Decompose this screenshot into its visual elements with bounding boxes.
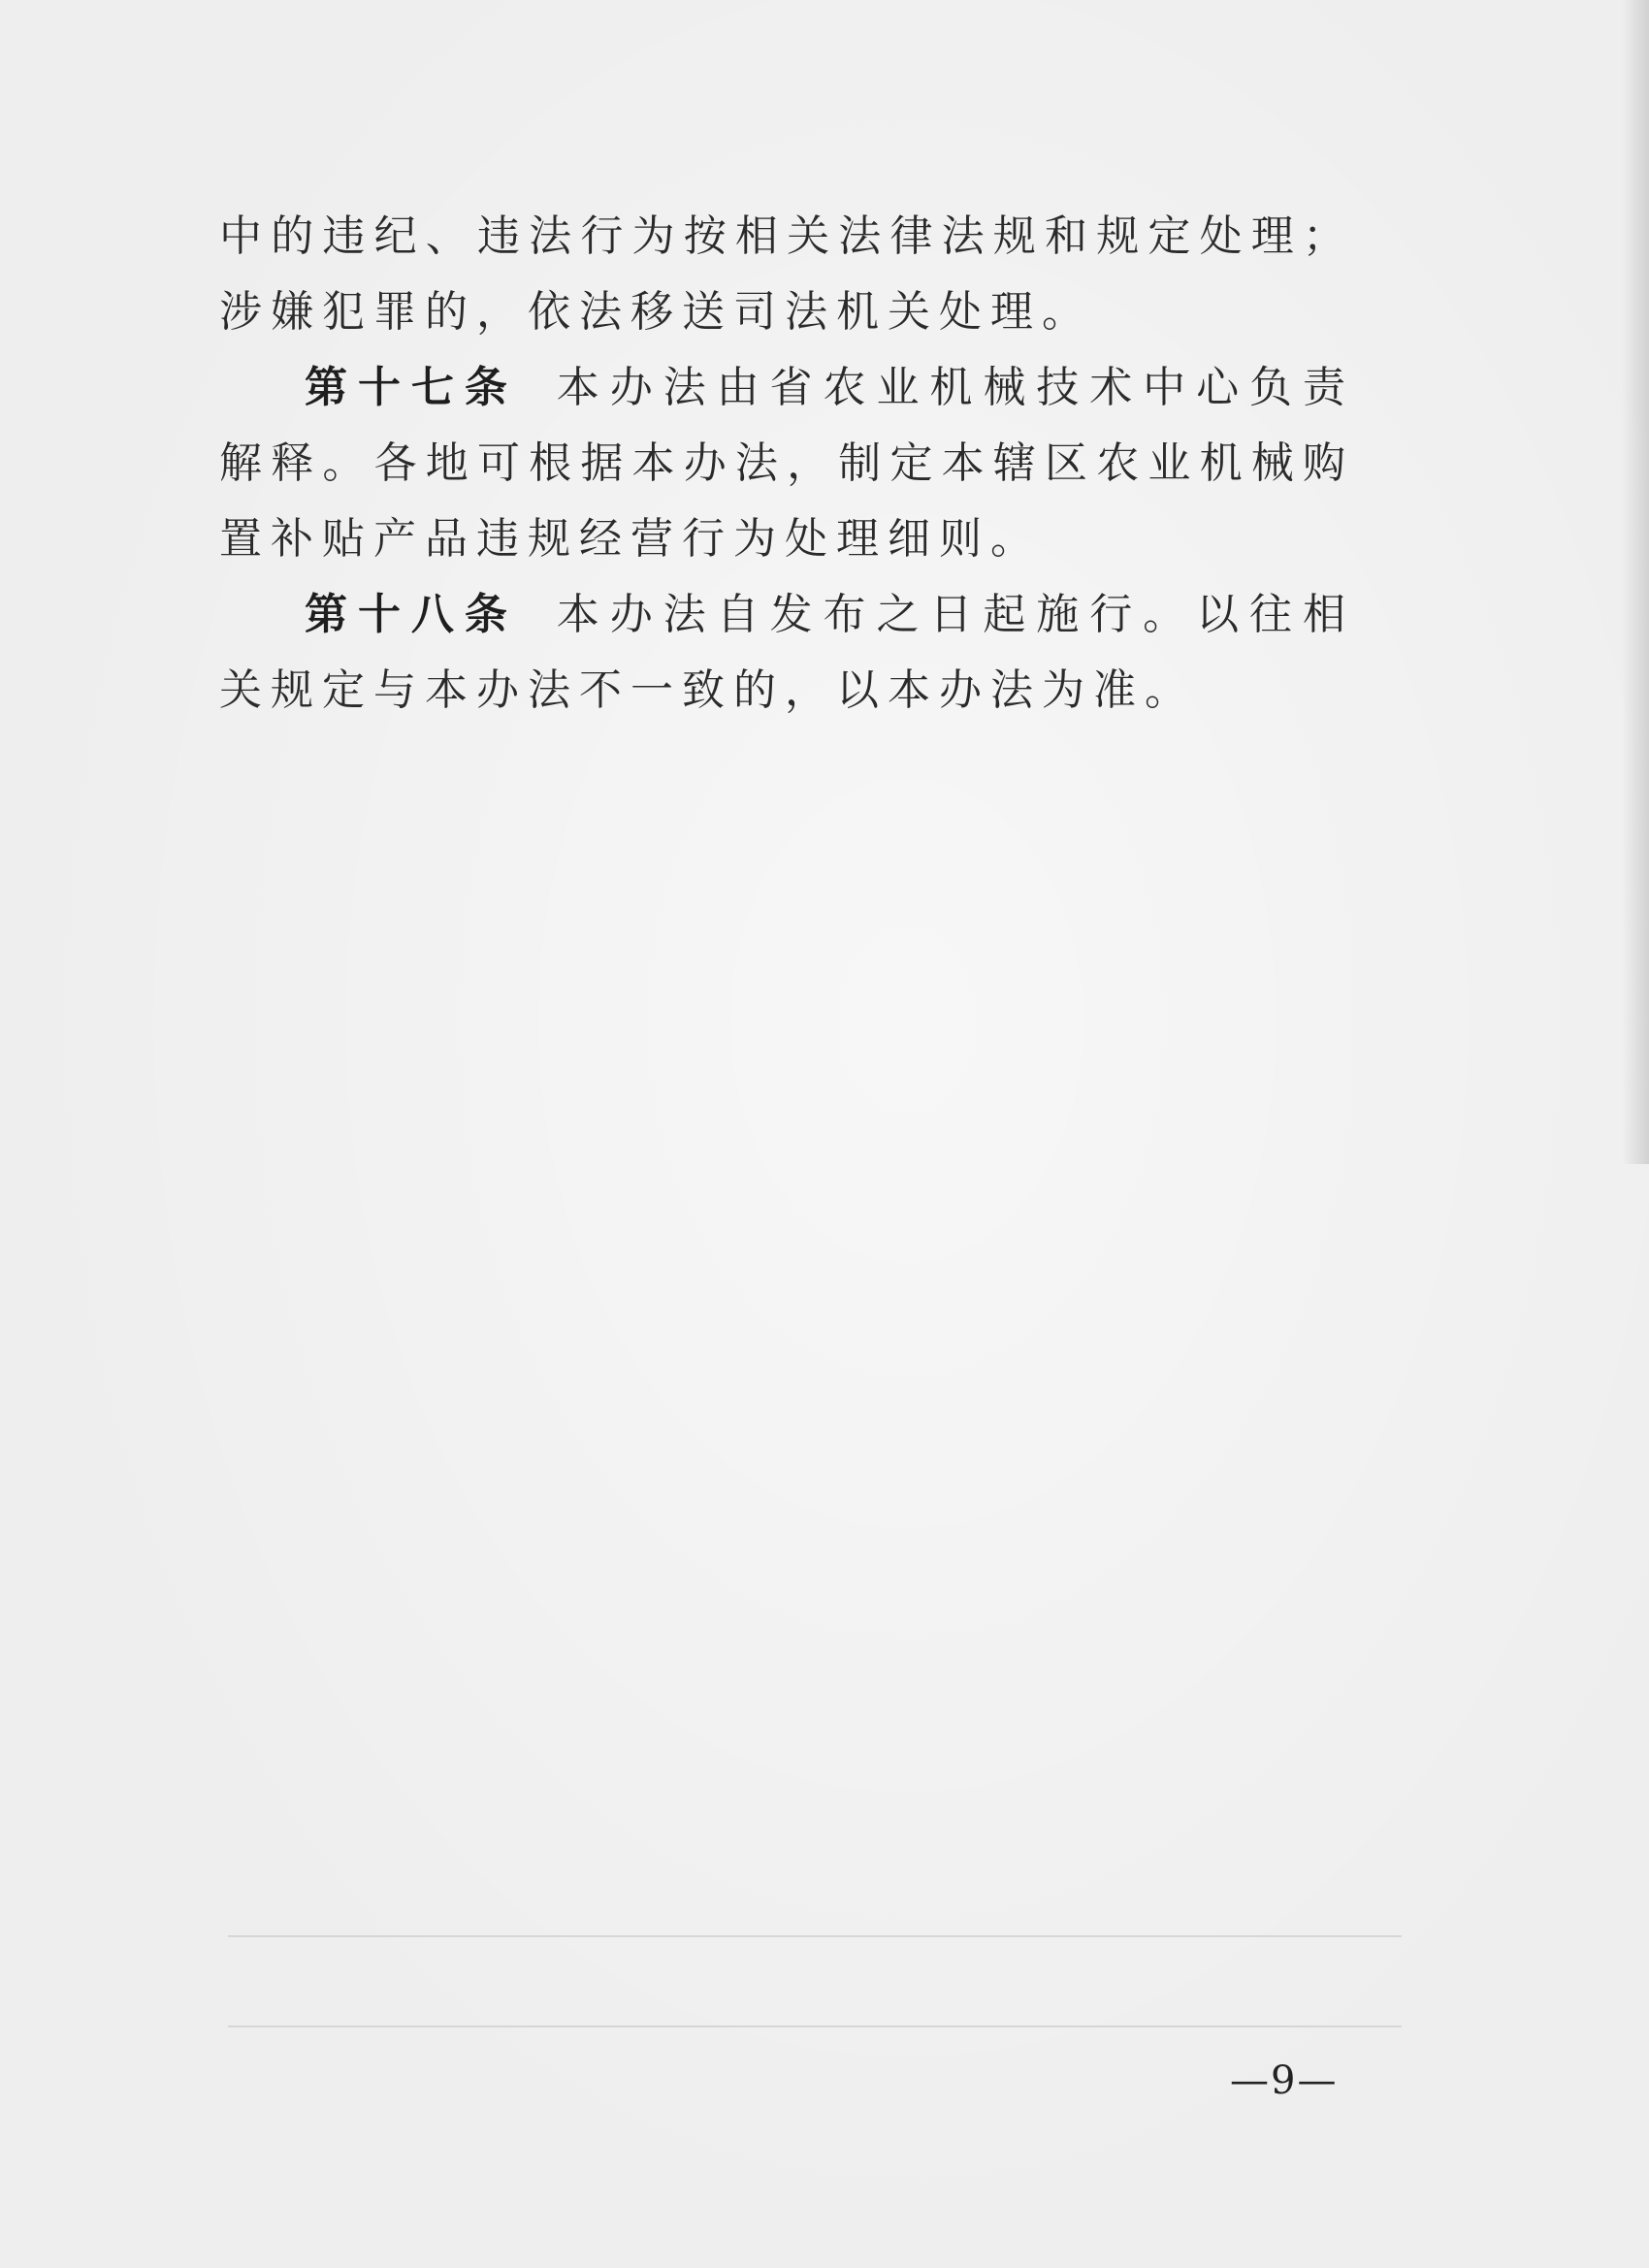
scan-edge-shadow <box>1622 0 1649 1164</box>
paragraph-continuation <box>219 199 1354 350</box>
paragraph-text: 中的违纪、违法行为按相关法律法规和规定处理；涉嫌犯罪的，依法移送司法机关处理。 <box>219 211 1354 337</box>
document-body <box>219 199 1354 729</box>
page-number: —9— <box>1230 2058 1339 2103</box>
paragraph-text: 本办法自发布之日起施行。以往相关规定与本办法不一致的，以本办法为准。 <box>219 590 1355 715</box>
article-number: 第十八条 <box>305 590 518 639</box>
bleed-through-rule <box>228 2025 1402 2027</box>
article-number: 第十七条 <box>305 363 518 412</box>
article-17 <box>219 350 1354 577</box>
article-18 <box>219 577 1354 729</box>
paragraph-text: 本办法由省农业机械技术中心负责解释。各地可根据本办法，制定本辖区农业机械购置补贴产品违规经营行为处理细则。 <box>219 363 1355 564</box>
bleed-through-rule <box>228 1935 1402 1937</box>
